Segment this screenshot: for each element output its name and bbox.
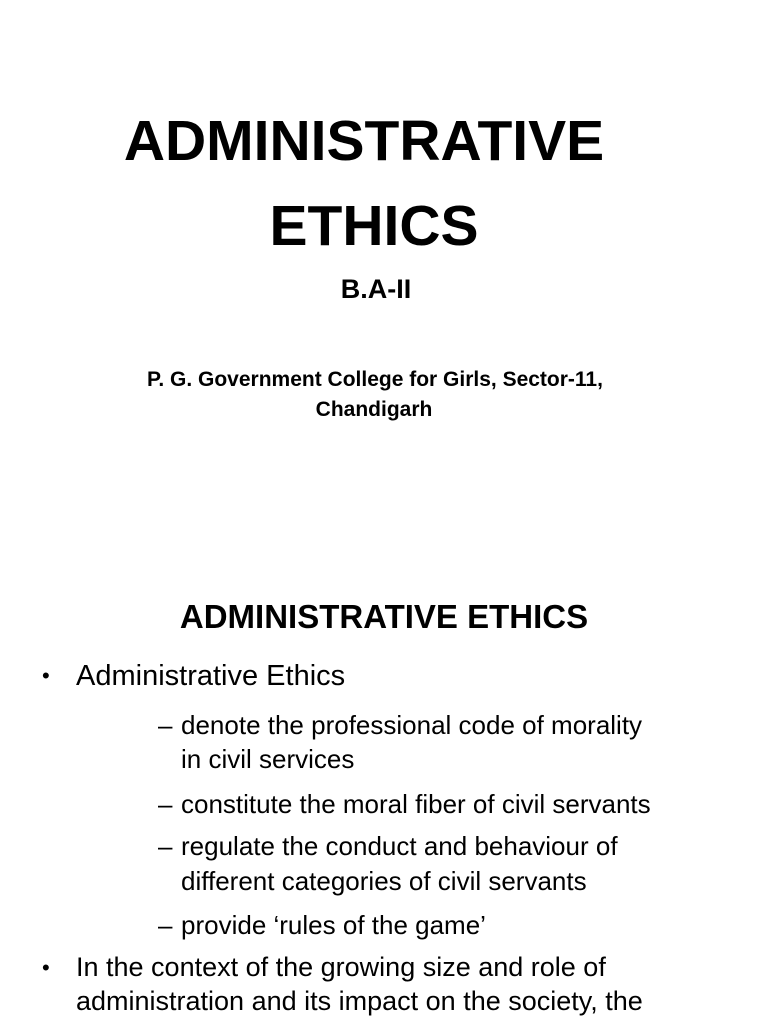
bullet-1-text: Administrative Ethics [76, 660, 346, 692]
sub-item-3-line-1: regulate the conduct and behaviour of [181, 831, 618, 861]
slide-title-line-1: ADMINISTRATIVE [123, 109, 605, 173]
college-name-line-1: P. G. Government College for Girls, Sector-11, [147, 368, 603, 391]
sub-item-4-line-1: provide ‘rules of the game’ [181, 910, 486, 940]
bullet-dot: • [42, 955, 50, 980]
sub-item-3-line-2: different categories of civil servants [181, 866, 587, 896]
sub-dash: – [158, 831, 173, 861]
content-slide [0, 560, 768, 1024]
slide-heading: ADMINISTRATIVE ETHICS [179, 598, 589, 635]
slide-title-line-2: ETHICS [269, 194, 479, 258]
sub-item-1-line-1: denote the professional code of morality [181, 710, 643, 740]
bullet-2-line-1: In the context of the growing size and role of [76, 952, 606, 982]
sub-item-2-line-1: constitute the moral fiber of civil servants [181, 789, 651, 819]
bullet-2-line-2: administration and its impact on the society, the [76, 986, 643, 1016]
bullet-dot: • [42, 663, 50, 688]
sub-item-1-line-2: in civil services [181, 744, 355, 774]
sub-dash: – [158, 789, 173, 819]
college-name-line-2: Chandigarh [315, 398, 433, 421]
course-subtitle: B.A-II [340, 274, 412, 304]
sub-dash: – [158, 710, 173, 740]
sub-dash: – [158, 910, 173, 940]
